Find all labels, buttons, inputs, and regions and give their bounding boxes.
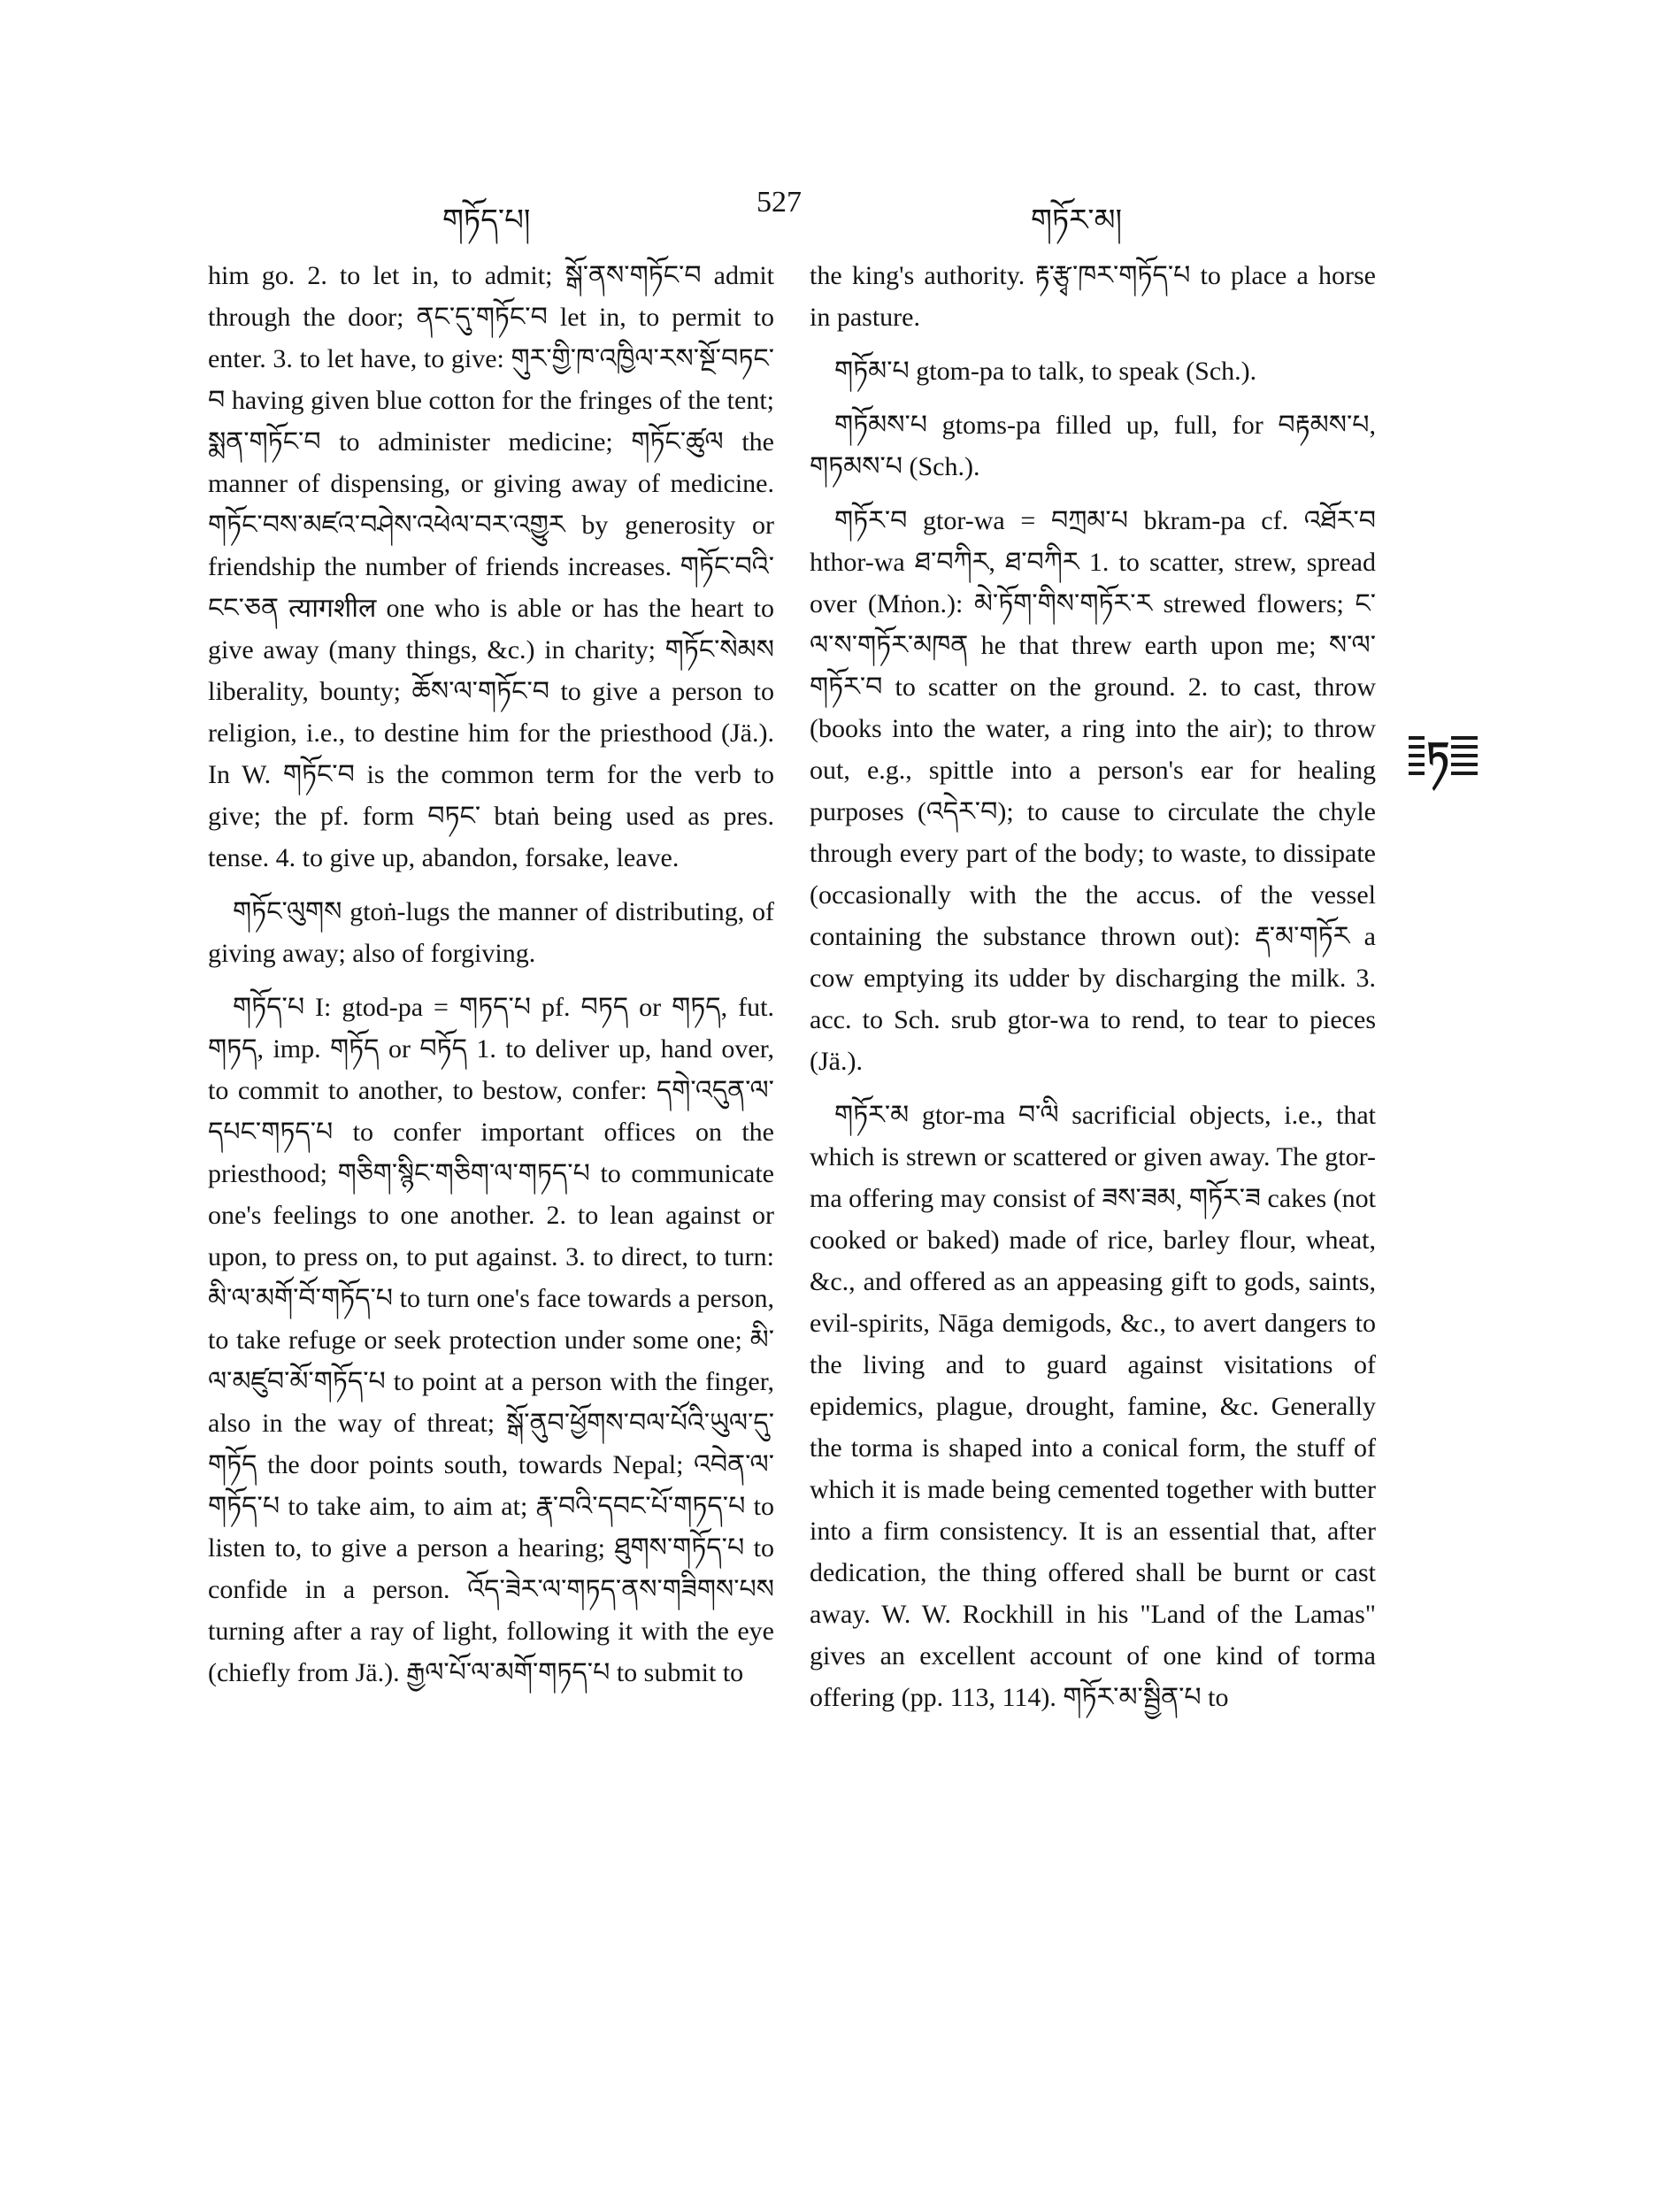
entry-gtoms-pa: གཏོམས་པ gtoms-pa filled up, full, for བརྟམས་པ, གཏམས་པ (Sch.). <box>810 411 1376 481</box>
entry-gtong-lugs: གཏོང་ལུགས gtoṅ-lugs the manner of distributing, of giving away; also of forgiving. <box>208 897 774 968</box>
right-column <box>810 255 1376 1731</box>
thumb-index-tab <box>1409 733 1478 782</box>
entry-continuation-gtong-ba: him go. 2. to let in, to admit; སྒོ་ནས་གཏོང་བ admit through the door; ནང་དུ་གཏོང་བ let in, to permit to enter. 3. to let have, to give: གུར་གྱི་ཁ་འཁྱིལ་རས་སྔོ་བཏང་བ having given blue cotton for the fringes of the tent; སྨན་གཏོང་བ to administer medicine; གཏོང་ཚུལ the manner of dispensing, or giving away of medicine. གཏོང་བས་མཛའ་བཤེས་འཕེལ་བར་འགྱུར by generosity or friendship the number of friends increases. གཏོང་བའི་ངང་ཅན त्यागशील one who is able or has the heart to give away (many things, &c.) in charity; གཏོང་སེམས liberality, bounty; ཆོས་ལ་གཏོང་བ to give a person to religion, i.e., to destine him for the priesthood (Jä.). In W. གཏོང་བ is the common term for the verb to give; the pf. form བཏང་ btaṅ being used as pres. tense. 4. to give up, abandon, forsake, leave. <box>208 261 774 872</box>
left-running-headword: གཏོད་པ། <box>442 203 531 238</box>
left-column <box>208 255 774 1706</box>
thumb-tab-letter: ཏ <box>1426 733 1450 780</box>
entry-gtod-pa: གཏོད་པ I: gtod-pa = གཏད་པ pf. བཏད or གཏད, fut. གཏད, imp. གཏོད or བཏོད 1. to deliver up, hand over, to commit to another, to bestow, confer: དགེ་འདུན་ལ་དཔང་གཏད་པ to confer important offices on the priesthood; གཅིག་སྙིང་གཅིག་ལ་གཏད་པ to communicate one's feelings to one another. 2. to lean against or upon, to press on, to put against. 3. to direct, to turn: མི་ལ་མགོ་བོ་གཏོད་པ to turn one's face towards a person, to take refuge or seek protection under some one; མི་ལ་མཛུབ་མོ་གཏོད་པ to point at a person with the finger, also in the way of threat; སྒོ་ནུབ་ཕྱོགས་བལ་པོའི་ཡུལ་དུ་གཏོད the door points south, towards Nepal; འབེན་ལ་གཏོད་པ to take aim, to aim at; རྣ་བའི་དབང་པོ་གཏད་པ to listen to, to give a person a hearing; ཐུགས་གཏོད་པ to confide in a person. འོད་ཟེར་ལ་གཏད་ནས་གཟིགས་པས turning after a ray of light, following it with the eye (chiefly from Jä.). རྒྱལ་པོ་ལ་མགོ་གཏད་པ to submit to <box>208 993 774 1687</box>
entry-continuation-gtod-pa: the king's authority. རྟ་རྩྭ་ཁར་གཏོད་པ to place a horse in pasture. <box>810 261 1376 332</box>
page-number: 527 <box>757 186 802 219</box>
running-header <box>0 177 1659 238</box>
entry-gtor-wa: གཏོར་བ gtor-wa = བཀྲམ་པ bkram-pa cf. འཐོར་བ hthor-wa ཐ་བཀིཪ, ཐ་བཀིཪ 1. to scatter, strew, spread over (Mṅon.): མེ་ཏོག་གིས་གཏོར་ར strewed flowers; ང་ལ་ས་གཏོར་མཁན he that threw earth upon me; ས་ལ་གཏོར་བ to scatter on the ground. 2. to cast, throw (books into the water, a ring into the air); to throw out, e.g., spittle into a person's ear for healing purposes (འདེར་བ); to cause to circulate the chyle through every part of the body; to waste, to dissipate (occasionally with the the accus. of the vessel containing the substance thrown out): རྡ་མ་གཏོར a cow emptying its udder by discharging the milk. 3. acc. to Sch. srub gtor-wa to rend, to tear to pieces (Jä.). <box>810 506 1376 1076</box>
right-running-headword: གཏོར་མ། <box>1031 203 1122 238</box>
entry-gtom-pa: གཏོམ་པ gtom-pa to talk, to speak (Sch.). <box>834 357 1257 386</box>
entry-gtor-ma: གཏོར་མ gtor-ma བ་ལི sacrificial objects, i.e., that which is strewn or scattered or given away. The gtor-ma offering may consist of ཟས་ཟམ, གཏོར་ཟ cakes (not cooked or baked) made of rice, barley flour, wheat, &c., and offered as an appeasing gift to gods, saints, evil-spirits, Nāga demigods, &c., to avert dangers to the living and to guard against visitations of epidemics, plague, drought, famine, &c. Generally the torma is shaped into a conical form, the stuff of which it is made being cemented together with butter into a firm consistency. It is an essential that, after dedication, the thing offered shall be burnt or cast away. W. W. Rockhill in his "Land of the Lamas" gives an excellent account of one kind of torma offering (pp. 113, 114). གཏོར་མ་སྦྱིན་པ to <box>810 1101 1376 1712</box>
